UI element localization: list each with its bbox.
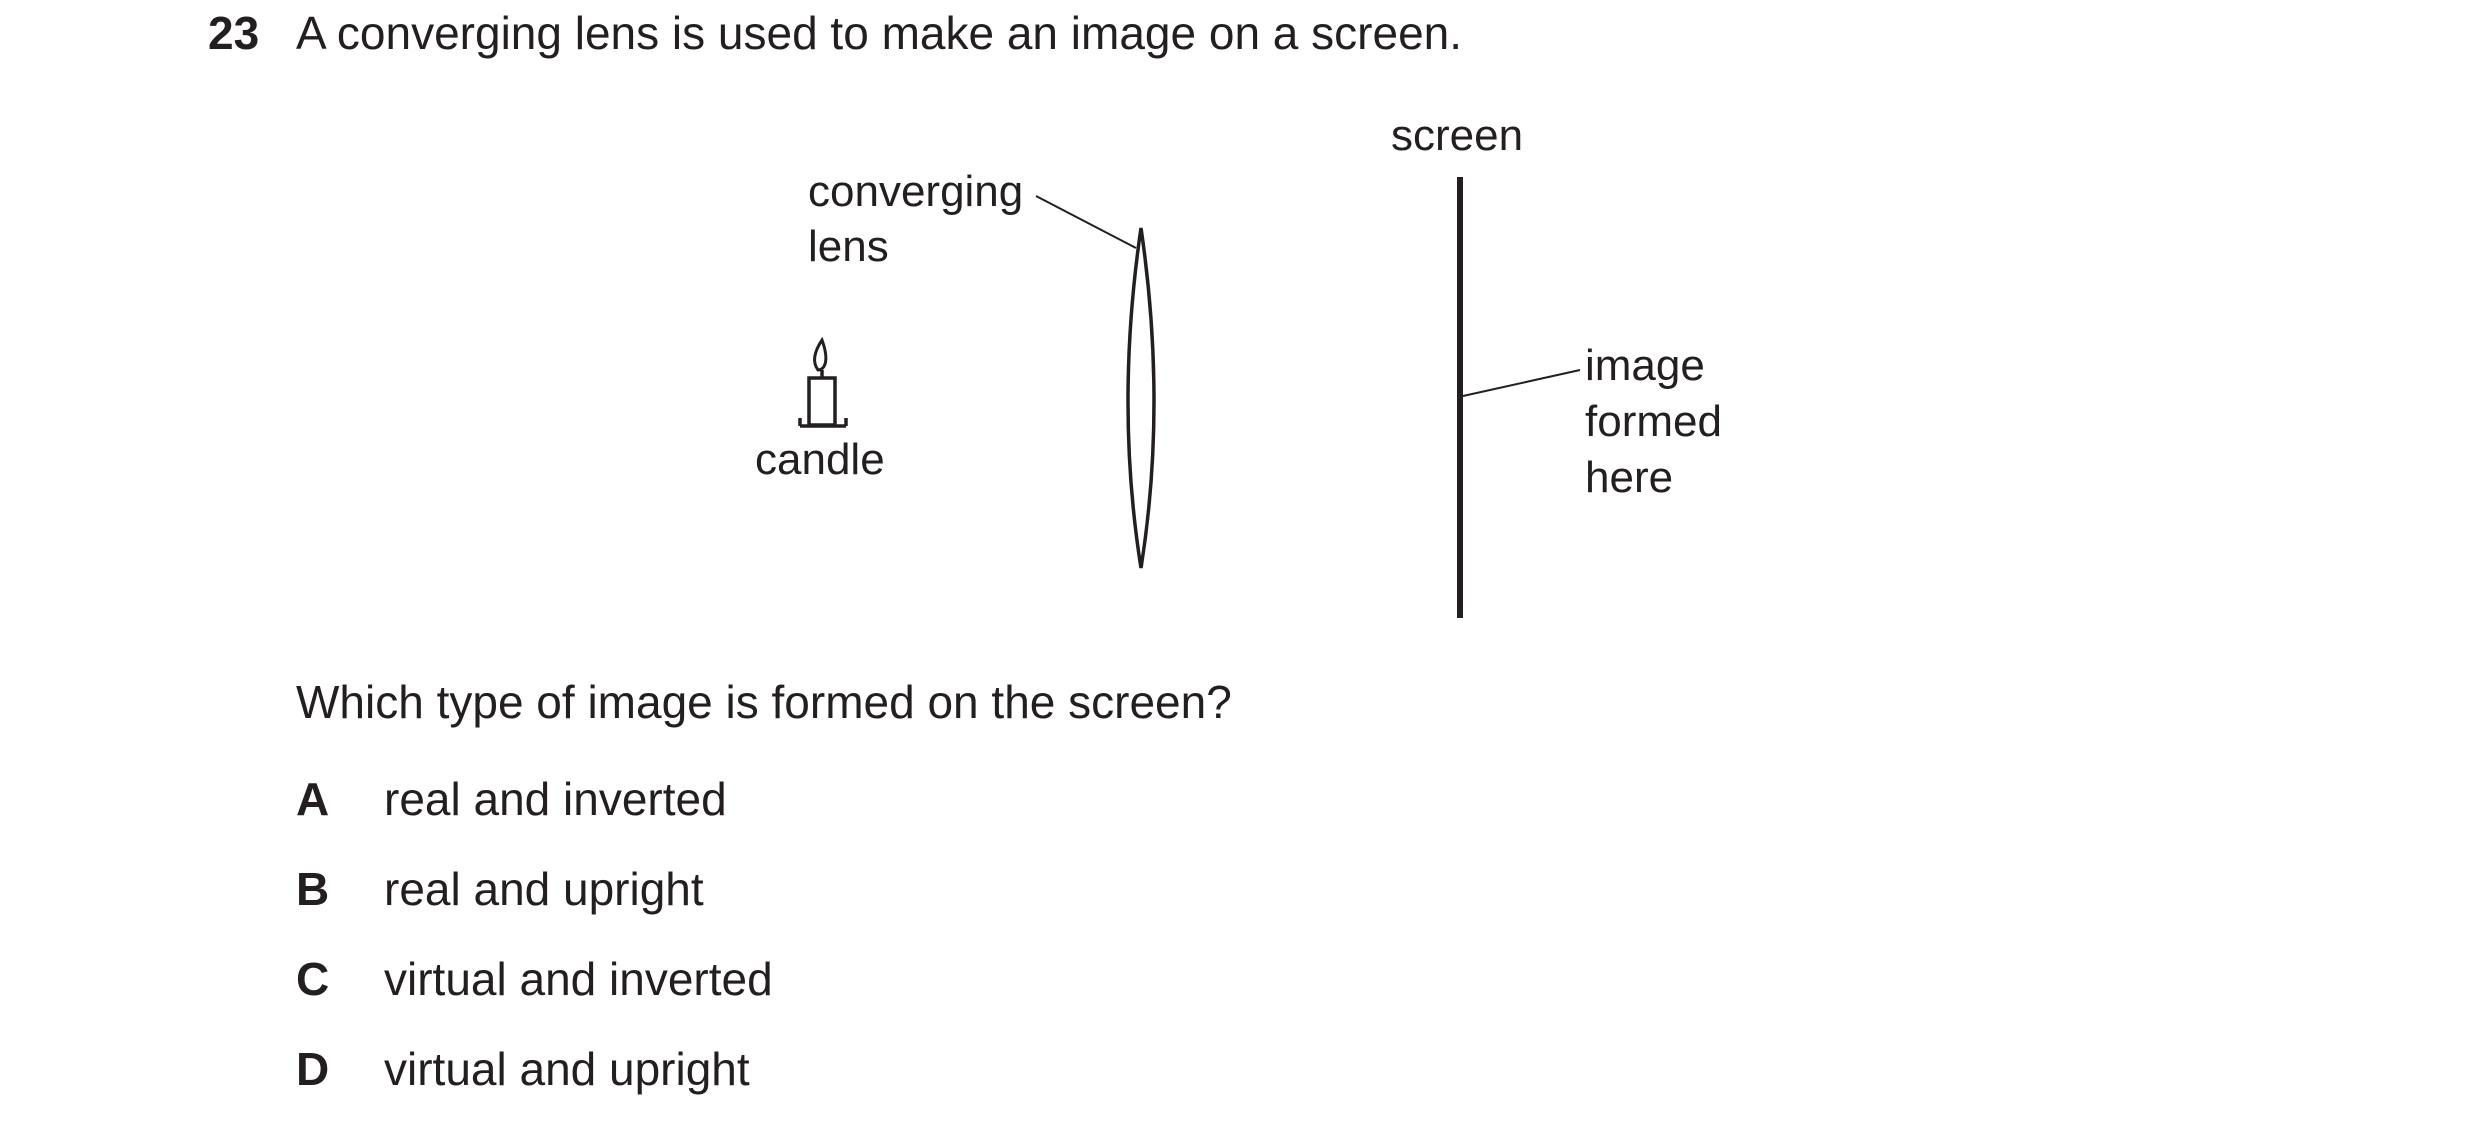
lens-label-line1: converging [808,167,1024,216]
lens-label-line2: lens [808,222,889,271]
image-label-line3: here [1585,453,1674,502]
candle-label: candle [755,435,885,484]
option-c-letter: C [296,953,330,1005]
question-number: 23 [208,7,260,59]
lens-leader-line [1036,196,1136,248]
question-stem: A converging lens is used to make an image on a screen. [296,7,1463,59]
option-c-text: virtual and inverted [384,953,773,1005]
option-d-text: virtual and upright [384,1043,750,1095]
option-a-text: real and inverted [384,773,727,825]
option-b-text: real and upright [384,863,704,915]
option-b-letter: B [296,863,330,915]
image-label-line1: image [1585,341,1705,390]
converging-lens-icon [1128,228,1154,568]
screen-label: screen [1391,111,1524,160]
candle-icon [800,340,846,426]
question-prompt: Which type of image is formed on the screen? [296,676,1232,728]
image-label-line2: formed [1585,397,1722,446]
image-leader-line [1463,370,1580,396]
option-a-letter: A [296,773,330,825]
option-d-letter: D [296,1043,330,1095]
